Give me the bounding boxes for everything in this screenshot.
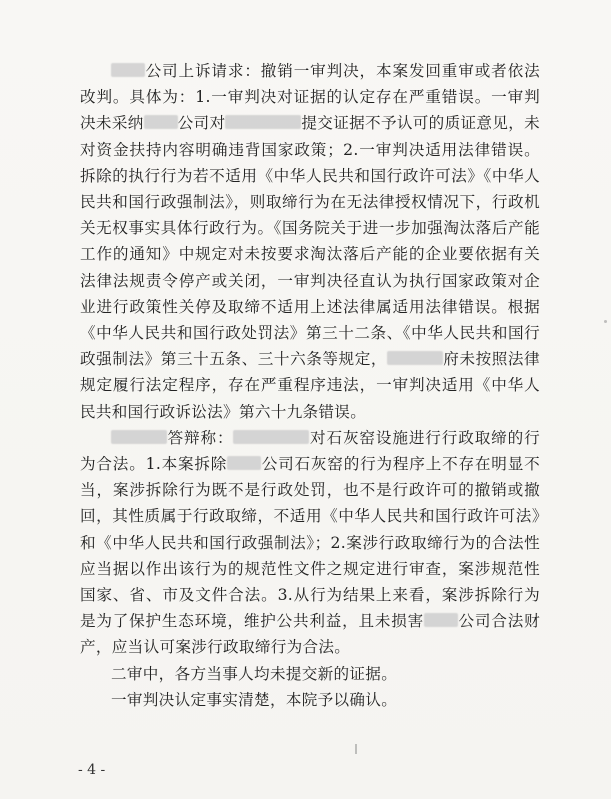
page-number: - 4 - [78,762,106,778]
paragraph-second-instance [80,661,540,687]
paragraph-text: 对石灰窑设施进行行政取缔的行为合法。1.本案拆除 [80,428,541,474]
paragraph-text: 府未按照法律规定履行法定程序，存在严重程序违法，一审判决适用《中华人民共和国行政诉讼法》第六十九条错误。 [80,350,540,421]
paragraph-text: 提交证据不予认可的质证意见，未对资金扶持内容明确违背国家政策；2.一审判决适用法律错误。拆除的执行行为若不适用《中华人民共和国行政许可法》《中华人民共和国行政强制法》，则取缔行为在无法律授权情况下，行政机关无权事实具体行政行为。《国务院关于进一步加强淘汰落后产能工作的通知》中规定对未按要求淘汰落后产能的企业要依据有关法律法规责令停产或关闭，一审判决径直认为执行国家政策对企业进行政策性关停及取缔不适用上述法律属适用法律错误。根据《中华人民共和国行政处罚法》第三十二条、《中华人民共和国行政强制法》第三十五条、三十六条等规定， [80,114,541,369]
redacted-text [111,430,167,444]
scan-speck [604,320,607,323]
paragraph-text: 一审判决认定事实清楚，本院予以确认。 [111,690,398,709]
paragraph-confirmation [80,687,540,713]
scan-speck [355,744,357,754]
paragraph-appeal-request [80,58,540,425]
redacted-text [387,351,443,365]
paragraph-defense [80,425,540,661]
redacted-text [111,63,145,77]
redacted-text [227,456,261,470]
document-body [80,58,540,713]
paragraph-text: 答辩称： [167,428,234,447]
redacted-text [424,613,458,627]
paragraph-text: 二审中，各方当事人均未提交新的证据。 [111,664,398,683]
paragraph-text: 公司合法财产，应当认可案涉行政取缔行为合法。 [80,612,540,657]
paragraph-text: 公司石灰窑的行为程序上不存在明显不当，案涉拆除行为既不是行政处罚，也不是行政许可的撤销或撤回，其性质属于行政取缔，不适用《中华人民共和国行政许可法》和《中华人民共和国行政强制法》；2.案涉行政取缔行为的合法性应当据以作出该行为的规范性文件之规定进行审查，案涉规范性国家、省、市及文件合法。3.从行为结果上来看，案涉拆除行为是为了保护生态环境，维护公共利益，且未损害 [80,455,540,631]
redacted-text [233,430,309,444]
paragraph-text: 公司对 [177,114,226,133]
redacted-text [144,115,178,129]
redacted-text [225,115,301,129]
paragraph-text: 公司上诉请求：撤销一审判决，本案发回重审或者依法改判。具体为：1.一审判决对证据的认定存在严重错误。一审判决未采纳 [80,62,540,133]
